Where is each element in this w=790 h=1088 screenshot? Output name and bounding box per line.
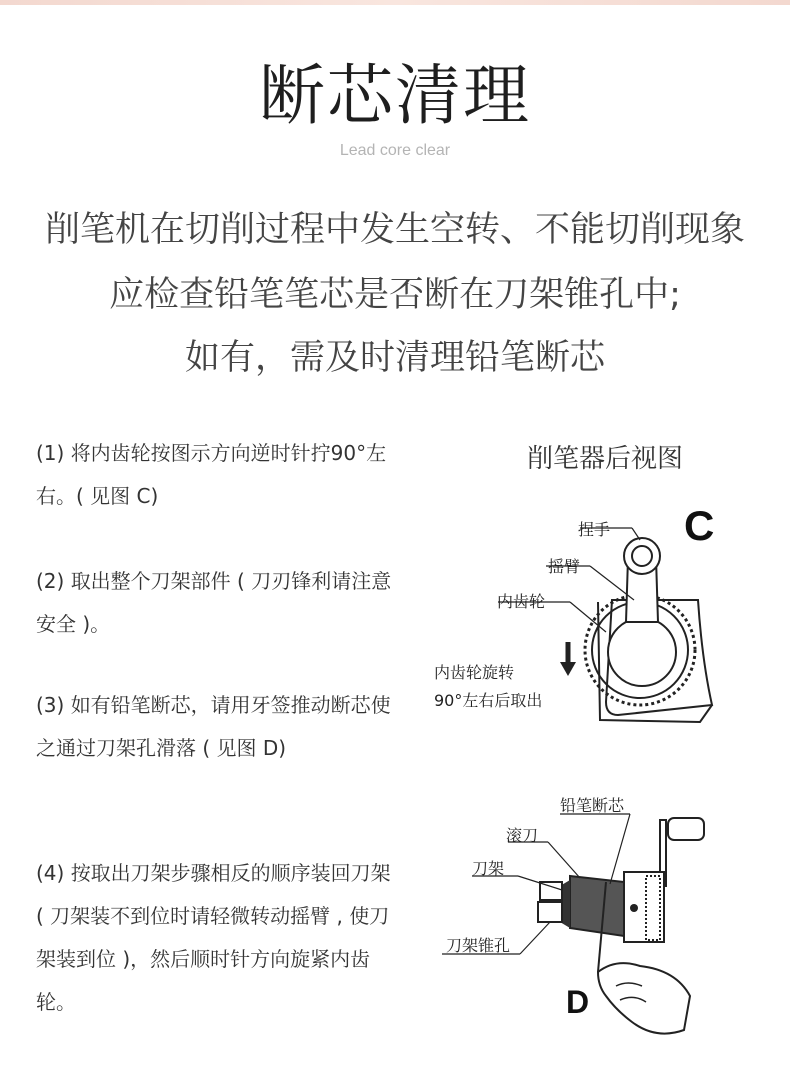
intro-line-1: 削笔机在切削过程中发生空转、不能切削现象: [44, 210, 745, 250]
intro-line-2: 应检查铅笔笔芯是否断在刀架锥孔中;: [109, 275, 681, 315]
label-arm: 摇臂: [548, 557, 581, 576]
label-holder: 刀架: [472, 859, 505, 878]
step-2: (2) 取出整个刀架部件 ( 刀刃锋利请注意安全 )。: [36, 569, 392, 636]
figure-c-caption: 削笔器后视图: [526, 444, 683, 474]
intro-line-3: 如有，需及时清理铅笔断芯: [184, 338, 605, 378]
figure-d-diagram: [420, 790, 760, 1050]
step-4: (4) 按取出刀架步骤相反的顺序装回刀架 ( 刀架装不到位时请轻微转动摇臂 , 使刀架装到位 )，然后顺时针方向旋紧内齿轮。: [36, 861, 391, 1014]
step-1: (1) 将内齿轮按图示方向逆时针拧90°左右。( 见图 C): [36, 441, 387, 508]
label-cone-hole: 刀架锥孔: [446, 936, 511, 955]
step-3: (3) 如有铅笔断芯，请用牙签推动断芯使之通过刀架孔滑落 ( 见图 D): [36, 693, 391, 760]
top-accent-bar: [0, 0, 790, 5]
figure-d-letter: D: [566, 984, 590, 1020]
label-handle: 捏手: [578, 520, 611, 539]
figure-c-letter: C: [684, 502, 715, 549]
page-title: 断芯清理: [259, 57, 531, 134]
label-gear: 内齿轮: [497, 592, 546, 611]
label-rotate-2: 90°左右后取出: [434, 691, 543, 710]
label-broken-lead: 铅笔断芯: [560, 796, 625, 815]
page-subtitle: Lead core clear: [339, 142, 451, 159]
label-rotate-1: 内齿轮旋转: [434, 663, 515, 682]
label-roller: 滚刀: [506, 826, 539, 845]
